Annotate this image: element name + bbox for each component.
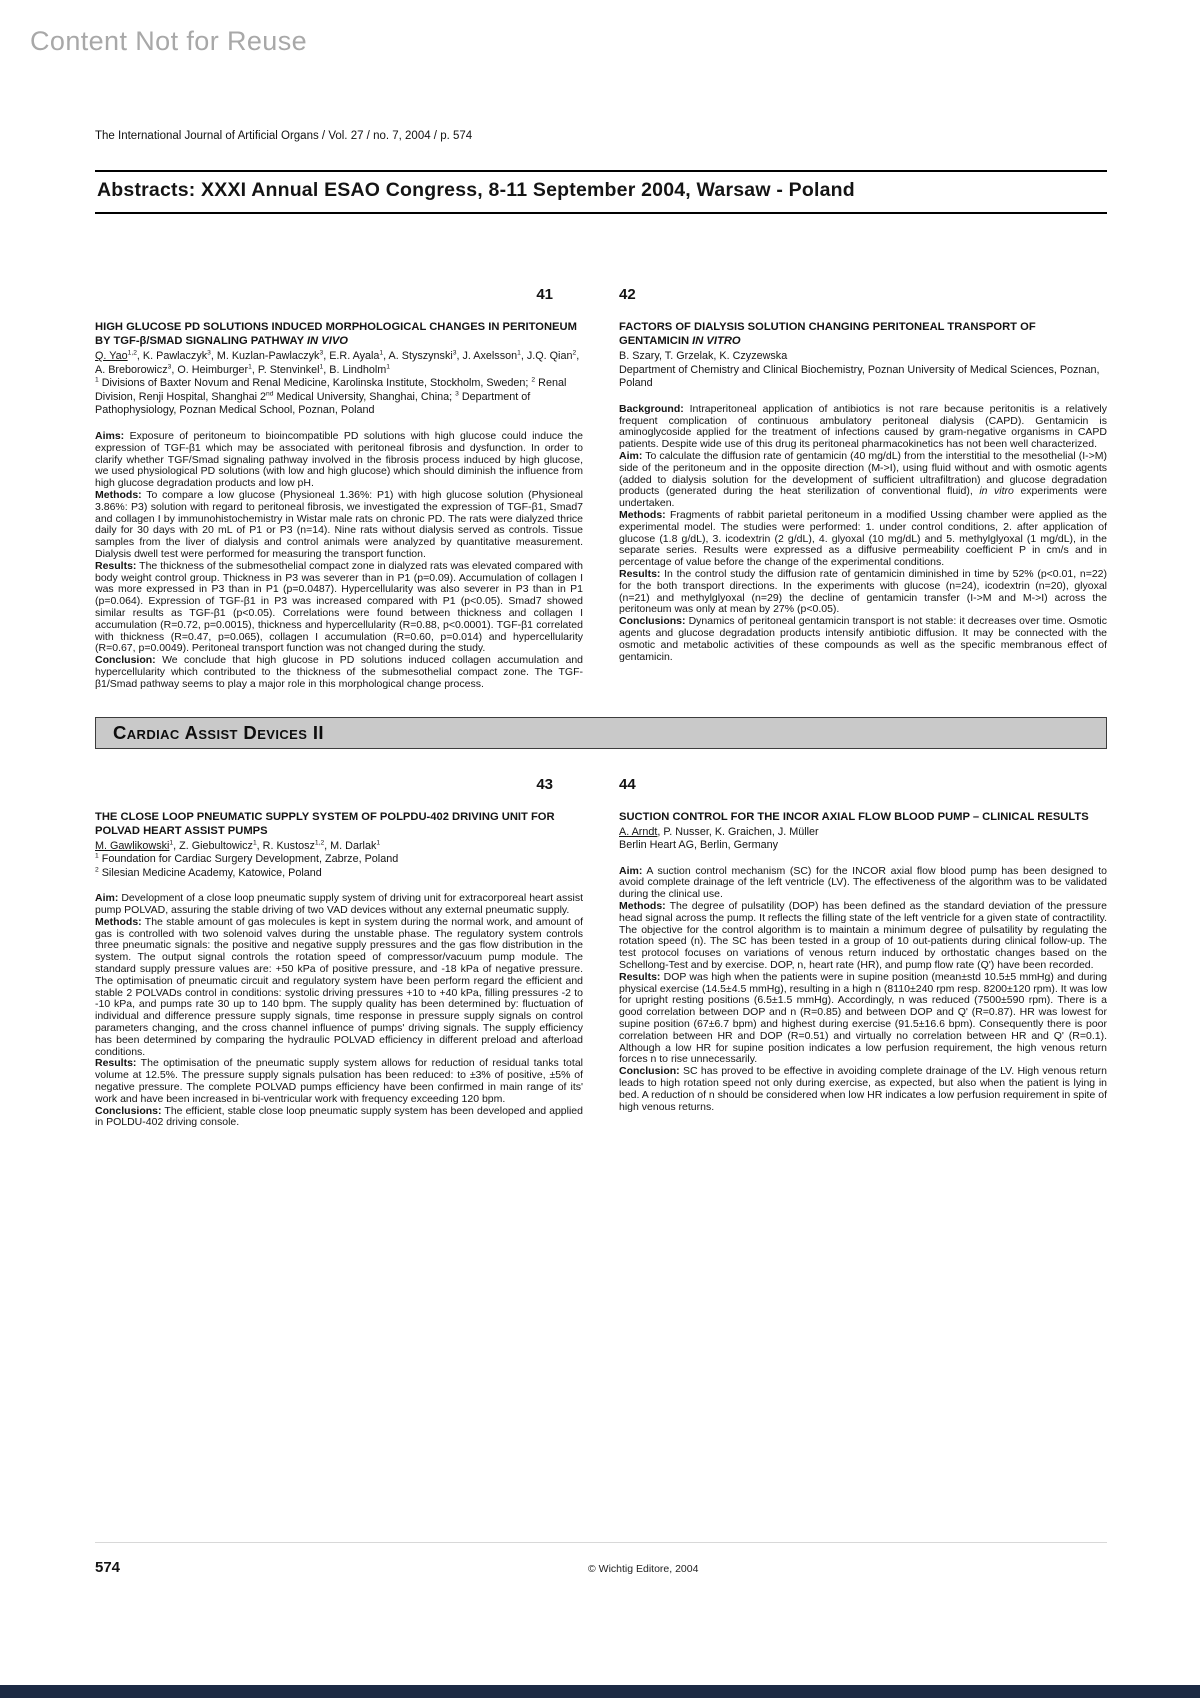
affiliation-line: $^2$ Silesian Medicine Academy, Katowice, Poland — [95, 866, 322, 879]
abstract-paragraph: Methods: The stable amount of gas molecules is kept in system during the normal work, and amount of gas is controlled with two solenoid valves during the unstable phase. The regulatory system controls three pneumatic signals: the positive and negative supply pressures and the gas flow distribution in the system. The output signal controls the rotation speed of compressor/vacuum pump module. The standard supply pressure values are: +50 kPa of positive pressure, and -18 kPa of negative pressure. The optimisation of pneumatic circuit and regulatory system have been perform regard the efficient and stable 2 POLVADs control in conditions: systolic driving pressures +10 to +40 kPa, filling pressures -2 to -10 kPa, and pumps rate 30 up to 140 bpm. The supply quality has been determined by: fluctuation of individual and difference pressure supply signals, time response in pressure supply signals on control parameters changing, and the cross channel influence of pumps' driving signals. The supply efficiency has been determined by comparing the hydraulic POLVAD efficiency in different preload and afterload conditions. — [95, 915, 583, 1058]
abstract-affiliations — [619, 839, 1107, 853]
abstract-paragraph: Aims: Exposure of peritoneum to bioincompatible PD solutions with high glucose could induce the expression of TGF-β1 which may be associated with peritoneal fibrosis and dysfunction. In order to clarify whether TGF/Smad signaling pathway involved in the fibrosis process induced by high glucose, we used physiological PD solutions (with low and high glucose) which should diminish the influence from high glucose degradation products and low pH. — [95, 429, 583, 490]
abstract-42 — [619, 286, 1107, 691]
abstract-title: HIGH GLUCOSE PD SOLUTIONS INDUCED MORPHOLOGICAL CHANGES IN PERITONEUM BY TGF-β/SMAD SIGNALING PATHWAY IN VIVO — [95, 321, 577, 347]
abstract-41 — [95, 286, 583, 691]
abstract-paragraph: Conclusion: We conclude that high glucose in PD solutions induced collagen accumulation and hypercellularity which contributed to the thickness of the submesothelial compact zone. The TGF-β1/Smad pathway seems to play a major role in this morphological change process. — [95, 654, 583, 690]
abstract-title: THE CLOSE LOOP PNEUMATIC SUPPLY SYSTEM OF POLPDU-402 DRIVING UNIT FOR POLVAD HEART ASSIST PUMPS — [95, 810, 555, 837]
abstract-paragraph: Aim: To calculate the diffusion rate of gentamicin (40 mg/dL) from the interstitial to the mesothelial (I->M) side of the peritoneum and in the opposite direction (M->I), using fluid without and with osmotic agents (added to dialysis solution for the development of sufficient ultrafiltration) and glucose degradation products (generated during the heat sterilization of conventional fluid), in vitro experiments were undertaken. — [619, 449, 1107, 510]
abstract-body — [619, 866, 1107, 1114]
affiliation-line: $^1$ Divisions of Baxter Novum and Renal Medicine, Karolinska Institute, Stockholm, Sweden; $^2$ Renal Division, Renji Hospital, Shanghai 2nd Medical University, Shanghai, China; $^3$ Department of Pathophysiology, Poznan Medical School, Poznan, Poland — [95, 376, 567, 417]
copyright-notice: © Wichtig Editore, 2004 — [588, 1563, 699, 1575]
abstract-paragraph: Methods: Fragments of rabbit parietal peritoneum in a modified Ussing chamber were applied as the experimental model. The studies were performed: 1. under control conditions, 2. after application of glucose (1.8 g/dL), 3. icodextrin (2 g/dL), 4. glyoxal (10 mg/dL) and 5. methylglyoxal (1 mg/dL), in the separate series. Results were expressed as a diffusive permeability coefficient P in cm/s and in percentage of value before the change of the experimental conditions. — [619, 508, 1107, 569]
abstract-body — [619, 404, 1107, 664]
abstract-authors: A. Arndt, P. Nusser, K. Graichen, J. Müller — [619, 825, 819, 838]
abstract-paragraph: Methods: The degree of pulsatility (DOP) has been defined as the standard deviation of the pressure head signal across the pump. It reflects the filling state of the left ventricle for a given state of contractility. The objective for the control algorithm is to maintain a minimum degree of pulsatility by regulating the rotation speed (n). The SC has been tested in a group of 10 out-patients during clinical follow-up. The test protocol focuses on variations of venous return induced by orthostatic changes based on the Schellong-Test and by exercise. DOP, n, heart rate (HR), and pump flow rate (Q') have been recorded. — [619, 900, 1107, 972]
abstract-title: FACTORS OF DIALYSIS SOLUTION CHANGING PERITONEAL TRANSPORT OF GENTAMICIN IN VITRO — [619, 321, 1036, 347]
journal-header-line: The International Journal of Artificial Organs / Vol. 27 / no. 7, 2004 / p. 574 — [95, 130, 473, 142]
affiliation-line: Berlin Heart AG, Berlin, Germany — [619, 839, 779, 852]
abstract-paragraph: Background: Intraperitoneal application of antibiotics is not rare because peritonitis is a relatively frequent complication of continuous ambulatory peritoneal dialysis (CAPD). Gentamicin is aminoglycoside applied for the treatment of infections caused by gram-negative organisms in CAPD patients. Despite wide use of this drug its peritoneal pharmacokinetics has not been well characterized. — [619, 402, 1107, 451]
abstract-43 — [95, 776, 583, 1130]
abstract-affiliations — [95, 377, 583, 418]
abstract-number: 44 — [619, 775, 636, 793]
affiliation-line: Department of Chemistry and Clinical Biochemistry, Poznan University of Medical Sciences, Poznan, Poland — [619, 363, 1100, 390]
affiliation-line: $^1$ Foundation for Cardiac Surgery Development, Zabrze, Poland — [95, 852, 399, 866]
abstracts-row-1 — [95, 286, 1107, 691]
watermark-text: Content Not for Reuse — [30, 26, 308, 56]
abstract-affiliations — [619, 364, 1107, 391]
abstract-number: 43 — [536, 775, 553, 793]
abstract-paragraph: Results: The thickness of the submesothelial compact zone in dialyzed rats was elevated compared with body weight control group. Thickness in P3 was severer than in P1 (p=0.09). Accumulation of collagen I was more expressed in P3 than in P1 (p=0.0487). Hypercellularity was also severer in P3 than in P1 (p=0.064). Expression of TGF-β1 in P3 was increased compared with P1 (p<0.05). Smad7 showed similar results as TGF-β1 (p<0.05). Correlations were found between thickness and collagen I accumulation (R=0.72, p=0.0015), thickness and hypercellularity (R=0.88, p<0.0001). TGF-β1 correlated with thickness (R=0.47, p=0.065), collagen I accumulation (R=0.60, p=0.014) and hypercellularity (R=0.67, p=0.0049). Peritoneal transport function was not changed during the study. — [95, 559, 583, 655]
page-footer — [95, 1542, 1107, 1577]
page-title: Abstracts: XXXI Annual ESAO Congress, 8-11 September 2004, Warsaw - Poland — [97, 179, 855, 201]
abstract-paragraph: Conclusions: Dynamics of peritoneal gentamicin transport is not stable: it decreases over time. Osmotic agents and glucose degradation products intensify antibiotic diffusion. It may be connected with the osmotic and metabolic activities of these compounds as well as the specific membranous effect of gentamicin. — [619, 615, 1107, 663]
abstract-authors: Q. Yao$^{1,2}$, K. Pawlaczyk$^3$, M. Kuzlan-Pawlaczyk$^3$, E.R. Ayala$^1$, A. Styszynski$^3$, J. Axelsson$^1$, J.Q. Qian$^2$, A. Breborowicz$^3$, O. Heimburger$^1$, P. Stenvinkel$^1$, B. Lindholm$^1$ — [95, 349, 580, 376]
abstract-body — [95, 893, 583, 1129]
abstracts-row-2 — [95, 776, 1107, 1130]
page-number: 574 — [95, 1559, 121, 1576]
abstract-authors: M. Gawlikowski$^1$, Z. Giebultowicz$^1$, R. Kustosz$^{1,2}$, M. Darlak$^1$ — [95, 838, 381, 852]
abstract-number: 42 — [619, 286, 636, 303]
abstract-44 — [619, 776, 1107, 1130]
page-content — [95, 0, 1107, 1129]
abstract-authors: B. Szary, T. Grzelak, K. Czyzewska — [619, 350, 788, 362]
abstract-number: 41 — [536, 286, 553, 303]
page-title-block — [95, 170, 1107, 214]
abstract-paragraph: Methods: To compare a low glucose (Physioneal 1.36%: P1) with high glucose solution (Physioneal 3.86%: P3) solution with regard to peritoneal fibrosis, we investigated the expression of TGF-β1, Smad7 and collagen I by immunohistochemistry in Wistar male rats on chronic PD. The rats were dialyzed thrice daily for 30 days with 20 mL of P1 or P3 (n=14). Nine rats without dialysis served as controls. Tissue samples from the liver of dialysis and control animals were analyzed by quantitative measurement. Dialysis dwell test were performed for measuring the transport function. — [95, 488, 583, 560]
abstract-paragraph: Aim: Development of a close loop pneumatic supply system of driving unit for extracorporeal heart assist pump POLVAD, assuring the stable driving of two VAD devices without any external pneumatic supply. — [95, 892, 583, 917]
section-header-label: Cardiac Assist Devices II — [113, 721, 324, 743]
bottom-scan-edge-bar — [0, 1685, 1200, 1698]
abstract-title: SUCTION CONTROL FOR THE INCOR AXIAL FLOW BLOOD PUMP – CLINICAL RESULTS — [619, 810, 1089, 823]
abstract-paragraph: Results: DOP was high when the patients were in supine position (mean±std 10.5±5 mmHg) and during physical exercise (14.5±4.5 mmHg), resulting in a high n (8110±240 rpm resp. 8200±120 rpm). It was low for upright resting positions (6.5±1.5 mmHg). Accordingly, n was reduced (7500±590 rpm). There is a good correlation between DOP and n (R=0.85) and between DOP and Q' (R=0.87). HR was lowest for supine position (67±6.7 bpm) and highest during exercise (91.5±16.6 bpm). Consequently there is poor correlation between HR and DOP (R=0.51) and virtually no correlation between HR and Q' (R=0.1). Although a low HR for supine position indicates a low perfusion requirement, the high venous return forces n to rise unnecessarily. — [619, 970, 1107, 1066]
abstract-body — [95, 431, 583, 691]
abstract-affiliations — [95, 853, 583, 880]
section-header-bar — [95, 717, 1107, 749]
abstract-paragraph: Results: The optimisation of the pneumatic supply system allows for reduction of residual tanks total volume at 12.5%. The pressure supply signals pulsation has been reduced: to ±3% of positive, ±5% of negative pressure. The complete POLVAD pumps efficiency have been confirmed in main range of its' work and have been increased in bi-ventricular work with frequency exceeding 120 bpm. — [95, 1057, 583, 1105]
abstract-paragraph: Aim: A suction control mechanism (SC) for the INCOR axial flow blood pump has been designed to avoid complete drainage of the left ventricle (LV). The effectiveness of the algorithm was to be validated during the clinical use. — [619, 864, 1107, 901]
abstract-paragraph: Conclusion: SC has proved to be effective in avoiding complete drainage of the LV. High venous return leads to high rotation speed not only during exercise, as expected, but also when the patient is lying in bed. A reduction of n should be considered when low HR indicates a low perfusion requirement in spite of high venous returns. — [619, 1065, 1107, 1113]
abstract-paragraph: Conclusions: The efficient, stable close loop pneumatic supply system has been developed and applied in POLDU-402 driving console. — [95, 1104, 583, 1129]
abstract-paragraph: Results: In the control study the diffusion rate of gentamicin diminished in time by 52% (p<0.01, n=22) for the both transport directions. In the experiments with glucose (n=24), icodextrin (n=20), glyoxal (n=21) and methylglyoxal (n=29) the decline of gentamicin transfer (I->M and M->I) across the peritoneum was only at mean by 27% (p<0.05). — [619, 567, 1107, 616]
